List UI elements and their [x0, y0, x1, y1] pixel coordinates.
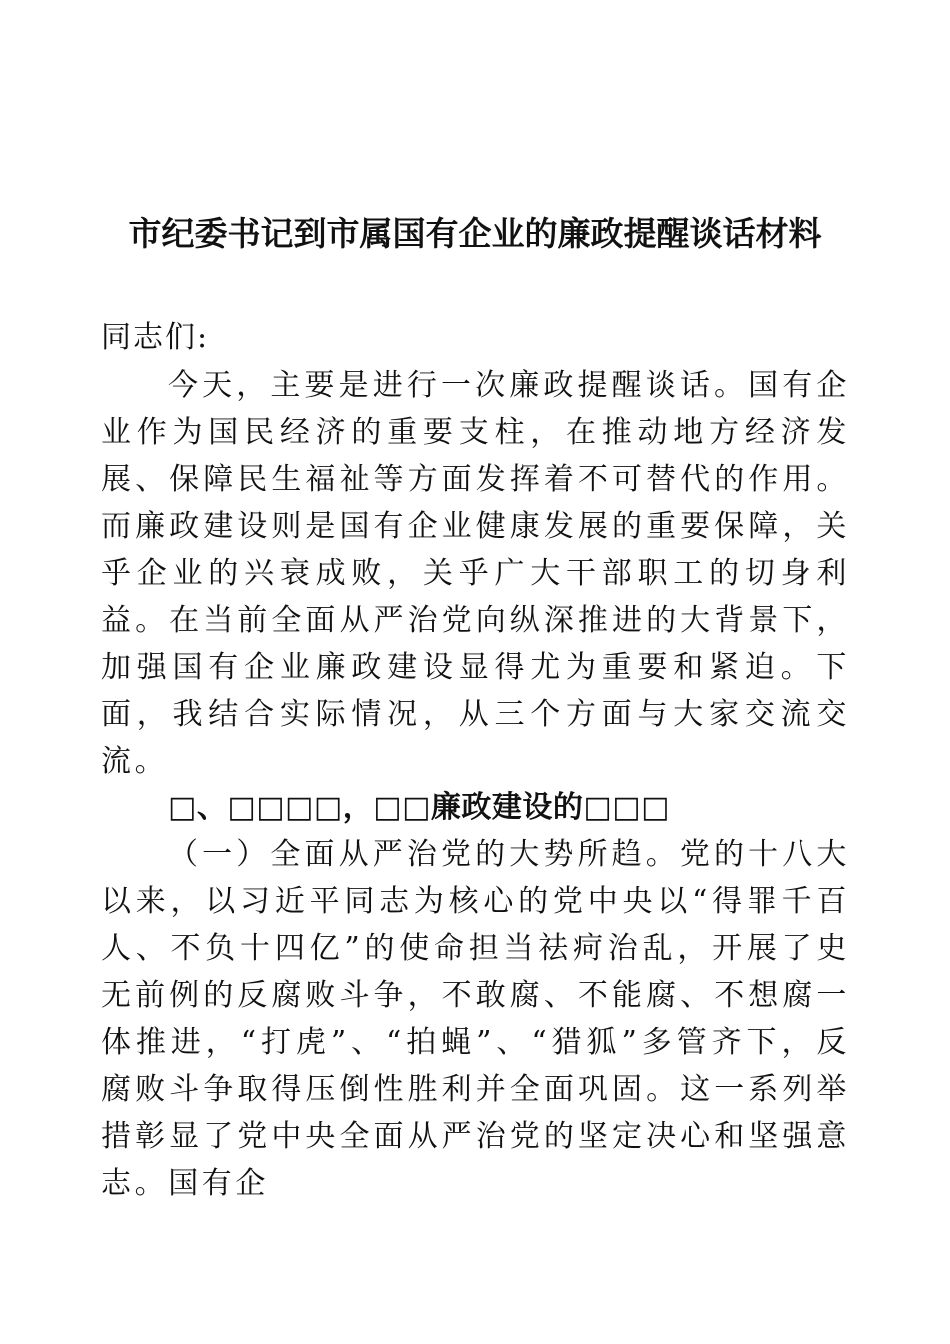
subsection-1-lead: （一）全面从严治党的大势所趋。: [168, 837, 680, 872]
subsection-1-text: 党的十八大以来，以习近平同志为核心的党中央以“得罪千百人、不负十四亿”的使命担当祛疴治乱，开展了史无前例的反腐败斗争，不敢腐、不能腐、不想腐一体推进，“打虎”、“拍蝇”、“猎狐”多管齐下，反腐败斗争取得压倒性胜利并全面巩固。这一系列举措彰显了党中央全面从严治党的坚定决心和坚强意志。国有企: [101, 837, 851, 1201]
section-heading-1: □、□□□□，□□廉政建设的□□□: [168, 790, 670, 825]
paragraph-subsection-1: [101, 831, 850, 1207]
document-title: 市纪委书记到市属国有企业的廉政提醒谈话材料: [128, 214, 822, 253]
paragraph-intro: 今天，主要是进行一次廉政提醒谈话。国有企业作为国民经济的重要支柱，在推动地方经济发展、保障民生福祉等方面发挥着不可替代的作用。而廉政建设则是国有企业健康发展的重要保障，关乎企业的兴衰成败，关乎广大干部职工的切身利益。在当前全面从严治党向纵深推进的大背景下，加强国有企业廉政建设显得尤为重要和紧迫。下面，我结合实际情况，从三个方面与大家交流交流。: [101, 368, 850, 779]
salutation: 同志们:: [101, 320, 210, 355]
